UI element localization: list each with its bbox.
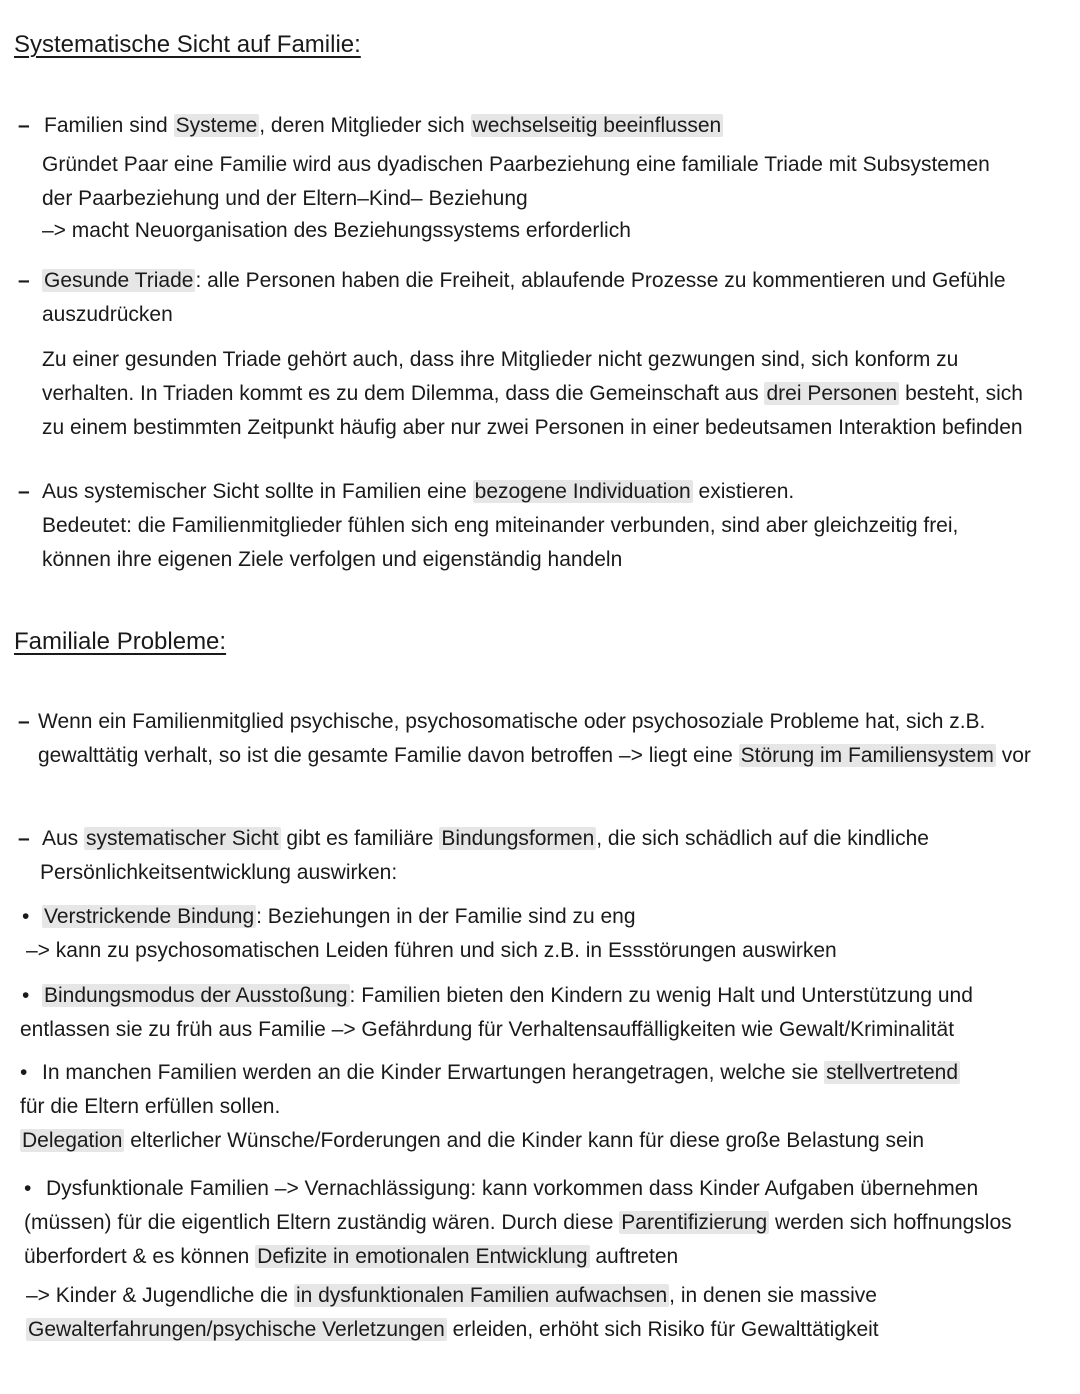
text-line: für die Eltern erfüllen sollen.: [20, 1095, 281, 1118]
text: Wenn ein Familienmitglied psychische, psychosomatische oder psychosoziale Probleme hat, sich z.B.: [38, 710, 986, 733]
text-line: –> kann zu psychosomatischen Leiden führen und sich z.B. in Essstörungen auswirken: [26, 939, 837, 962]
text: , in denen sie massive: [669, 1284, 877, 1307]
highlight-drei-personen: drei Personen: [766, 382, 898, 405]
highlight-dysfunktionale-familien: in dysfunktionalen Familien aufwachsen: [295, 1284, 668, 1307]
bullet-mark: •: [24, 1177, 32, 1200]
text: verhalten. In Triaden kommt es zu dem Dilemma, dass die Gemeinschaft aus: [42, 382, 765, 405]
text: , die sich schädlich auf die kindliche: [596, 827, 929, 850]
dash-bullet: –: [18, 710, 30, 733]
text: Aus systemischer Sicht sollte in Familien eine: [42, 480, 473, 503]
dash-bullet: –: [18, 827, 30, 850]
text-line: können ihre eigenen Ziele verfolgen und eigenständig handeln: [42, 548, 623, 571]
text: –> Kinder & Jugendliche die: [26, 1284, 294, 1307]
text-line: Bedeutet: die Familienmitglieder fühlen sich eng miteinander verbunden, sind aber gleichzeitig frei,: [42, 514, 959, 537]
text-line: Gründet Paar eine Familie wird aus dyadischen Paarbeziehung eine familiale Triade mit Subsystemen: [42, 153, 990, 176]
bullet-stellvertretend: [20, 1058, 960, 1088]
text-line: [24, 1242, 678, 1272]
bullet-mark: •: [22, 905, 30, 928]
highlight-gesunde-triade: Gesunde Triade: [44, 269, 194, 292]
text: erleiden, erhöht sich Risiko für Gewalttätigkeit: [446, 1318, 879, 1341]
text: vor: [995, 744, 1031, 767]
highlight-wechselseitig: wechselseitig beeinflussen: [472, 114, 722, 137]
text: auftreten: [589, 1245, 679, 1268]
text: besteht, sich: [899, 382, 1023, 405]
text: gibt es familiäre: [280, 827, 440, 850]
text-line: auszudrücken: [42, 303, 173, 326]
text: , deren Mitglieder sich: [259, 114, 471, 137]
dash-bullet: –: [18, 114, 30, 137]
text-line: [42, 379, 1023, 409]
text-line: der Paarbeziehung und der Eltern–Kind– Beziehung: [42, 187, 528, 210]
text: Aus: [42, 827, 85, 850]
list-item-familienmitglied: [18, 707, 985, 737]
highlight-stoerung: Störung im Familiensystem: [740, 744, 994, 767]
text-line: [26, 1281, 877, 1311]
text: : Beziehungen in der Familie sind zu eng: [256, 905, 636, 928]
highlight-defizite: Defizite in emotionalen Entwicklung: [257, 1245, 588, 1268]
text-line: [38, 741, 1031, 771]
highlight-ausstossung: Bindungsmodus der Ausstoßung: [44, 984, 348, 1007]
text: überfordert & es können: [24, 1245, 256, 1268]
list-item-bindungsformen: [18, 824, 929, 854]
text-line: –> macht Neuorganisation des Beziehungssystems erforderlich: [42, 219, 631, 242]
text-line: [20, 1126, 924, 1156]
text: gewalttätig verhalt, so ist die gesamte Familie davon betroffen –> liegt eine: [38, 744, 739, 767]
dash-bullet: –: [18, 480, 30, 503]
highlight-verstrickende-bindung: Verstrickende Bindung: [44, 905, 255, 928]
bullet-dysfunktionale-familien: [24, 1174, 978, 1204]
bullet-mark: •: [20, 1061, 28, 1084]
bullet-ausstossung: [22, 981, 973, 1011]
highlight-stellvertretend: stellvertretend: [826, 1061, 959, 1084]
text: Dysfunktionale Familien –> Vernachlässigung: kann vorkommen dass Kinder Aufgaben übernehmen: [46, 1177, 979, 1200]
highlight-systeme: Systeme: [175, 114, 258, 137]
section-heading-systematische-sicht: Systematische Sicht auf Familie:: [14, 31, 361, 58]
list-item-bezogene-individuation: [18, 477, 794, 507]
dash-bullet: –: [18, 269, 30, 292]
highlight-gewalterfahrungen: Gewalterfahrungen/psychische Verletzungen: [28, 1318, 445, 1341]
text: Familien sind: [44, 114, 174, 137]
highlight-parentifizierung: Parentifizierung: [621, 1211, 768, 1234]
bullet-mark: •: [22, 984, 30, 1007]
text-line: [26, 1315, 879, 1345]
highlight-bezogene-individuation: bezogene Individuation: [474, 480, 691, 503]
list-item-gesunde-triade: [18, 266, 1006, 296]
highlight-delegation: Delegation: [22, 1129, 123, 1152]
text: : alle Personen haben die Freiheit, ablaufende Prozesse zu kommentieren und Gefühle: [195, 269, 1006, 292]
text: werden sich hoffnungslos: [769, 1211, 1012, 1234]
text-line: entlassen sie zu früh aus Familie –> Gefährdung für Verhaltensauffälligkeiten wie Gewalt/Kriminalität: [20, 1018, 955, 1041]
bullet-verstrickende-bindung: [22, 902, 636, 932]
text: (müssen) für die eigentlich Eltern zuständig wären. Durch diese: [24, 1211, 620, 1234]
text-line: zu einem bestimmten Zeitpunkt häufig aber nur zwei Personen in einer bedeutsamen Interaktion befinden: [42, 416, 1023, 439]
highlight-bindungsformen: Bindungsformen: [441, 827, 595, 850]
text: elterlicher Wünsche/Forderungen and die Kinder kann für diese große Belastung sein: [124, 1129, 925, 1152]
text: In manchen Familien werden an die Kinder Erwartungen herangetragen, welche sie: [42, 1061, 825, 1084]
section-heading-familiale-probleme: Familiale Probleme:: [14, 628, 227, 655]
text-line: Zu einer gesunden Triade gehört auch, dass ihre Mitglieder nicht gezwungen sind, sich konform zu: [42, 348, 959, 371]
text-line: [24, 1208, 1012, 1238]
highlight-systematischer-sicht: systematischer Sicht: [86, 827, 279, 850]
text: existieren.: [692, 480, 795, 503]
text: : Familien bieten den Kindern zu wenig Halt und Unterstützung und: [349, 984, 973, 1007]
list-item-systeme: [18, 111, 723, 141]
text-line: Persönlichkeitsentwicklung auswirken:: [40, 861, 398, 884]
